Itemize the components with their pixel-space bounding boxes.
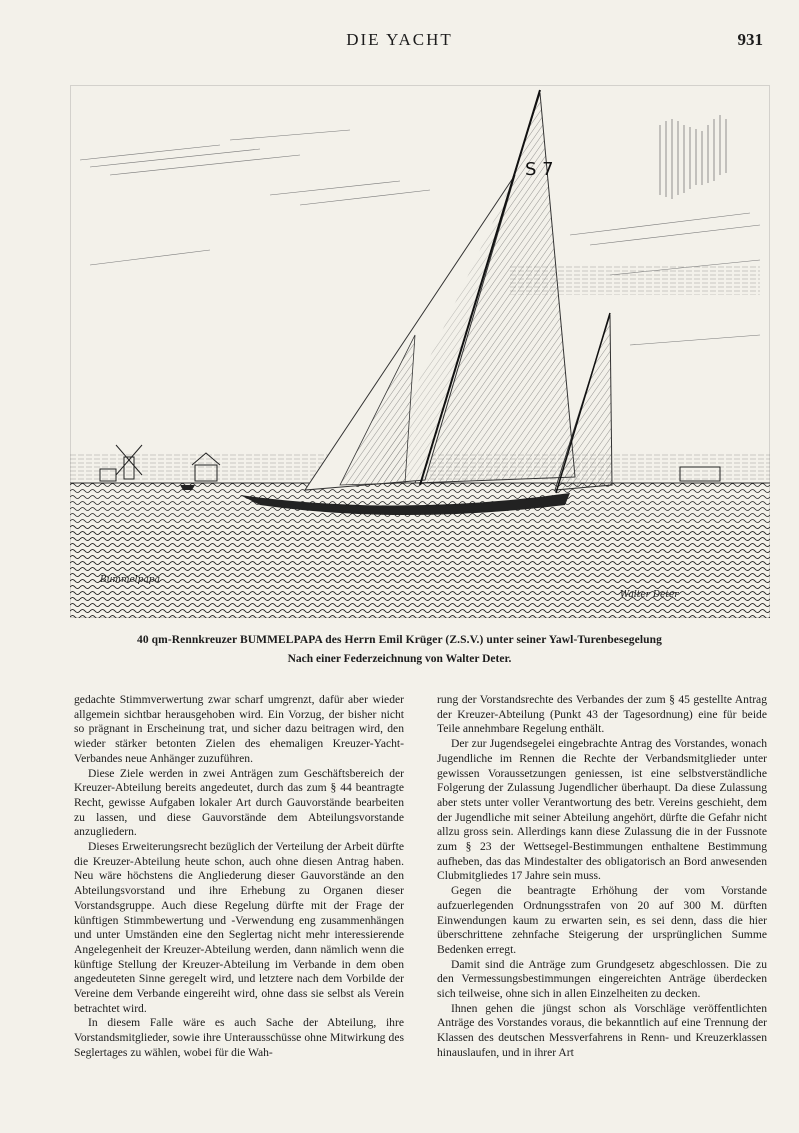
paragraph: In diesem Falle wäre es auch Sache der Abteilung, ihre Vorstandsmitglieder, sowie ihre Unterausschüsse ohne Mitwirkung des Seglertages zu wählen, wobei für die Wah- — [74, 1016, 404, 1059]
illustration-caption: 40 qm-Rennkreuzer BUMMELPAPA des Herrn Emil Krüger (Z.S.V.) unter seiner Yawl-Turenbesegelung — [137, 634, 662, 646]
paragraph: Der zur Jugendsegelei eingebrachte Antrag des Vorstandes, wonach Jugendliche im Rennen die Rechte der Verbandsmitglieder unter gewissen Voraussetzungen geniessen, ist eine selbstverständliche Folgerung der Zulassung Jugendlicher überhaupt. Da diese Zulassung aber stets unter voller Verantwortung des betr. Vereins geschieht, dem der Jugendliche mit seiner Abteilung angehört, dürfte die Gefahr nicht allzu gross sein. Allerdings kann diese Zulassung die in der Fussnote zum § 23 der Wettsegel-Bestimmungen enthaltene Bestimmung aufheben, das das Mindestalter des obligatorisch an Bord anwesenden Clubmitgliedes 17 Jahre sein muss. — [437, 737, 767, 883]
paragraph: Gegen die beantragte Erhöhung der vom Vorstande aufzuerlegenden Ordnungsstrafen von 20 auf 300 M. dürften Einwendungen kaum zu erwarten sein, es sei denn, dass die hier überschrittene zehnfache Steigerung der ursprünglichen Summe Bedenken erregt. — [437, 884, 767, 956]
paragraph: Ihnen gehen die jüngst schon als Vorschläge veröffentlichten Anträge des Vorstandes voraus, die bekanntlich auf eine Trennung der Klassen des deutschen Messverfahrens in Renn- und Kreuzerklassen hinauslaufen, und in ihrer Art — [437, 1001, 767, 1059]
yacht-illustration — [70, 85, 770, 618]
artist-signature-right: Walter Deter — [620, 590, 679, 600]
text-column-right — [437, 693, 767, 1061]
paragraph: Dieses Erweiterungsrecht bezüglich der Verteilung der Arbeit dürfte die Kreuzer-Abteilung heute schon, auch ohne diesen Antrag haben. Neu wäre höchstens die Angliederung dieser Gauvorstände an den Abteilungsvorstand und ihre Erhebung zu Organen dieser Vorstandsgruppe. Auch diese Regelung dürfte mit der Frage der künftigen Stimmbewertung und -Verwendung eng zusammenhängen und unter Umständen eine den Seglertag nicht mehr interessierende Angelegenheit der Kreuzer-Abteilung werden, dann nämlich wenn die künftige Stellung der Kreuzer-Abteilung im Verbande in dem oben angedeuteten Sinne geregelt wird, und letztere nach dem Vorbilde der Vereine dem Verbande eingereiht wird, ohne dass sie selbst als Verein betrachtet wird. — [74, 840, 404, 1015]
svg-text:S 7: S 7 — [525, 159, 554, 180]
paragraph: Damit sind die Anträge zum Grundgesetz abgeschlossen. Die zu den Vermessungsbestimmungen eingereichten Anträge überdecken sich teilweise, ohne sich in allen Einzelheiten zu decken. — [437, 957, 767, 1001]
artist-signature-left: Bummelpapa — [100, 575, 160, 585]
paragraph: rung der Vorstandsrechte des Verbandes der zum § 45 gestellte Antrag der Kreuzer-Abteilung (Punkt 43 der Tagesordnung) eine für beide Teile annehmbare Regelung enthält. — [437, 693, 767, 736]
running-header: DIE YACHT — [346, 30, 453, 49]
illustration-credit: Nach einer Federzeichnung von Walter Deter. — [287, 653, 512, 665]
paragraph: Diese Ziele werden in zwei Anträgen zum Geschäftsbereich der Kreuzer-Abteilung bereits angedeutet, durch das zum § 44 beantragte Recht, gewisse Aufgaben lokaler Art durch Gauvorstände bearbeiten zu lassen, und diese Gauvorstände dem Abteilungsvorstande anzugliedern. — [74, 766, 404, 839]
text-column-left — [74, 693, 404, 1061]
page-number: 931 — [737, 30, 763, 49]
paragraph: gedachte Stimmverwertung zwar scharf umgrenzt, dafür aber wieder allgemein sichtbar herausgehoben wird. Ein Vorzug, der bisher nicht so prägnant in Erscheinung trat, und sicher dazu beitragen wird, den wieder stärker betonten Zielen des ehemaligen Kreuzer-Yacht-Verbandes neue Anhänger zuzuführen. — [74, 693, 404, 765]
